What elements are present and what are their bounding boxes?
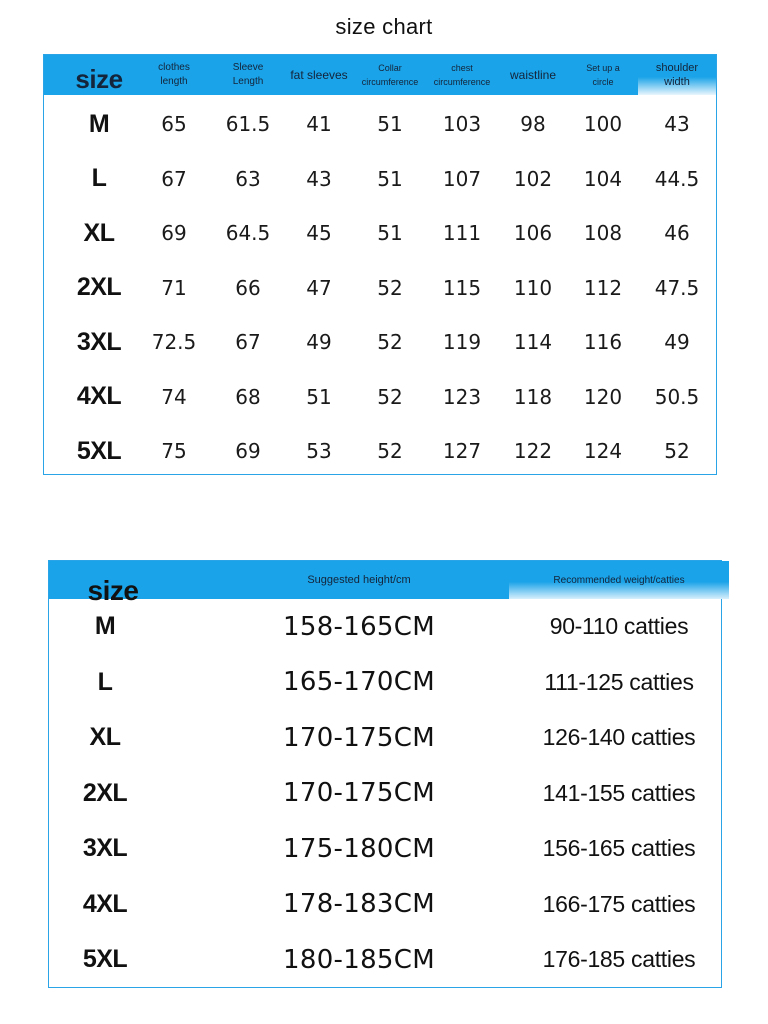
cell-shoulder-width: 49 [664, 330, 690, 354]
table-row [44, 315, 716, 369]
cell-recommended-weight: 156-165 catties [542, 835, 696, 861]
cell-set-up-a-circle: 104 [583, 166, 623, 191]
cell-sleeve-length: 64.5 [225, 221, 271, 245]
cell-recommended-weight: 141-155 catties [542, 779, 696, 806]
cell-chest-circumference: 119 [442, 330, 482, 354]
cell-sleeve-length: 69 [235, 439, 261, 463]
cell-set-up-a-circle: 120 [583, 384, 623, 409]
cell-suggested-height: 180-185CM [283, 944, 435, 975]
cell-chest-circumference: 107 [442, 166, 482, 191]
header-sleeve-length: Sleeve Length [232, 62, 264, 87]
cell-fat-sleeves: 51 [306, 384, 332, 409]
cell-waistline: 110 [513, 275, 553, 300]
cell-size: L [97, 667, 113, 696]
table-row [49, 932, 721, 987]
table-row [44, 261, 716, 315]
cell-shoulder-width: 43 [664, 112, 690, 136]
cell-fat-sleeves: 41 [306, 112, 332, 136]
table-row [49, 821, 721, 876]
cell-waistline: 98 [520, 112, 546, 136]
cell-set-up-a-circle: 108 [583, 221, 623, 245]
cell-size: 3XL [76, 327, 122, 356]
cell-recommended-weight: 126-140 catties [542, 724, 696, 750]
cell-chest-circumference: 123 [442, 384, 482, 409]
header-chest-circumference: chest circumference [433, 63, 491, 87]
table-row [49, 877, 721, 932]
cell-collar-circumference: 51 [377, 112, 403, 136]
cell-collar-circumference: 51 [377, 221, 403, 245]
header-size: size [75, 64, 123, 94]
cell-waistline: 118 [513, 384, 553, 409]
cell-suggested-height: 175-180CM [283, 833, 435, 864]
cell-collar-circumference: 52 [377, 384, 403, 409]
cell-shoulder-width: 44.5 [654, 166, 700, 191]
cell-waistline: 106 [513, 221, 553, 245]
cell-collar-circumference: 51 [377, 166, 403, 191]
cell-set-up-a-circle: 116 [583, 330, 623, 354]
header-waistline: waistline [509, 68, 557, 82]
cell-collar-circumference: 52 [377, 330, 403, 354]
cell-recommended-weight: 166-175 catties [542, 890, 696, 917]
cell-size: 4XL [82, 889, 128, 918]
cell-shoulder-width: 46 [664, 221, 690, 245]
cell-size: 2XL [76, 273, 122, 301]
cell-chest-circumference: 115 [442, 275, 482, 300]
recommendation-table-header [49, 561, 721, 606]
cell-sleeve-length: 61.5 [225, 112, 271, 136]
cell-suggested-height: 165-170CM [283, 667, 435, 697]
cell-fat-sleeves: 53 [306, 439, 332, 463]
table-row [49, 710, 721, 765]
cell-size: 3XL [82, 834, 128, 862]
cell-clothes-length: 65 [161, 112, 187, 136]
cell-recommended-weight: 176-185 catties [542, 946, 696, 972]
cell-sleeve-length: 67 [235, 330, 261, 354]
cell-collar-circumference: 52 [377, 275, 403, 300]
cell-size: 2XL [82, 778, 128, 807]
cell-set-up-a-circle: 112 [583, 275, 623, 300]
cell-size: 4XL [76, 382, 122, 410]
page-title: size chart [335, 14, 433, 39]
cell-recommended-weight: 90-110 catties [549, 613, 689, 639]
cell-sleeve-length: 68 [235, 384, 261, 409]
cell-size: 5XL [82, 945, 128, 973]
cell-chest-circumference: 103 [442, 112, 482, 136]
table-row [44, 370, 716, 424]
cell-size: 5XL [76, 436, 122, 465]
cell-shoulder-width: 52 [664, 439, 690, 463]
header-collar-circumference: Collar circumference [361, 63, 419, 87]
cell-set-up-a-circle: 124 [583, 439, 623, 463]
header-fat-sleeves: fat sleeves [290, 68, 348, 82]
header-set-up-a-circle: Set up a circle [586, 63, 620, 87]
cell-clothes-length: 75 [161, 439, 187, 463]
table-row [49, 766, 721, 821]
cell-shoulder-width: 50.5 [654, 384, 700, 409]
cell-chest-circumference: 111 [442, 221, 482, 245]
table-row [49, 599, 721, 654]
cell-fat-sleeves: 45 [306, 221, 332, 245]
cell-sleeve-length: 63 [235, 166, 261, 191]
cell-fat-sleeves: 43 [306, 166, 332, 191]
cell-suggested-height: 158-165CM [283, 611, 435, 642]
measurement-table [43, 54, 717, 475]
header-recommended-weight: Recommended weight/catties [509, 561, 729, 599]
table-row [44, 97, 716, 151]
cell-fat-sleeves: 47 [306, 275, 332, 300]
cell-collar-circumference: 52 [377, 439, 403, 463]
cell-fat-sleeves: 49 [306, 330, 332, 354]
cell-sleeve-length: 66 [235, 275, 261, 300]
cell-suggested-height: 170-175CM [283, 778, 435, 808]
cell-clothes-length: 72.5 [151, 330, 197, 354]
cell-suggested-height: 178-183CM [283, 889, 435, 919]
cell-set-up-a-circle: 100 [583, 112, 623, 136]
cell-clothes-length: 69 [161, 221, 187, 245]
cell-suggested-height: 170-175CM [283, 722, 435, 753]
table-row [44, 424, 716, 478]
table-row [44, 152, 716, 206]
recommendation-table [48, 560, 722, 988]
cell-chest-circumference: 127 [442, 439, 482, 463]
cell-shoulder-width: 47.5 [654, 275, 700, 300]
cell-size: M [94, 612, 116, 640]
cell-size: M [88, 109, 110, 138]
header-clothes-length: clothes length [158, 62, 190, 87]
cell-recommended-weight: 111-125 catties [544, 668, 694, 695]
table-row [49, 655, 721, 710]
cell-clothes-length: 71 [161, 275, 187, 300]
cell-size: XL [89, 723, 121, 751]
table-row [44, 206, 716, 260]
cell-clothes-length: 67 [161, 166, 187, 191]
header-suggested-height: Suggested height/cm [307, 574, 411, 586]
cell-waistline: 122 [513, 439, 553, 463]
cell-size: L [91, 164, 107, 192]
cell-waistline: 114 [513, 330, 553, 354]
measurement-table-header [44, 55, 716, 95]
cell-size: XL [83, 218, 115, 247]
cell-clothes-length: 74 [161, 384, 187, 409]
header-shoulder-width: shoulder width [638, 55, 716, 95]
cell-waistline: 102 [513, 166, 553, 191]
header-size: size [87, 575, 139, 606]
